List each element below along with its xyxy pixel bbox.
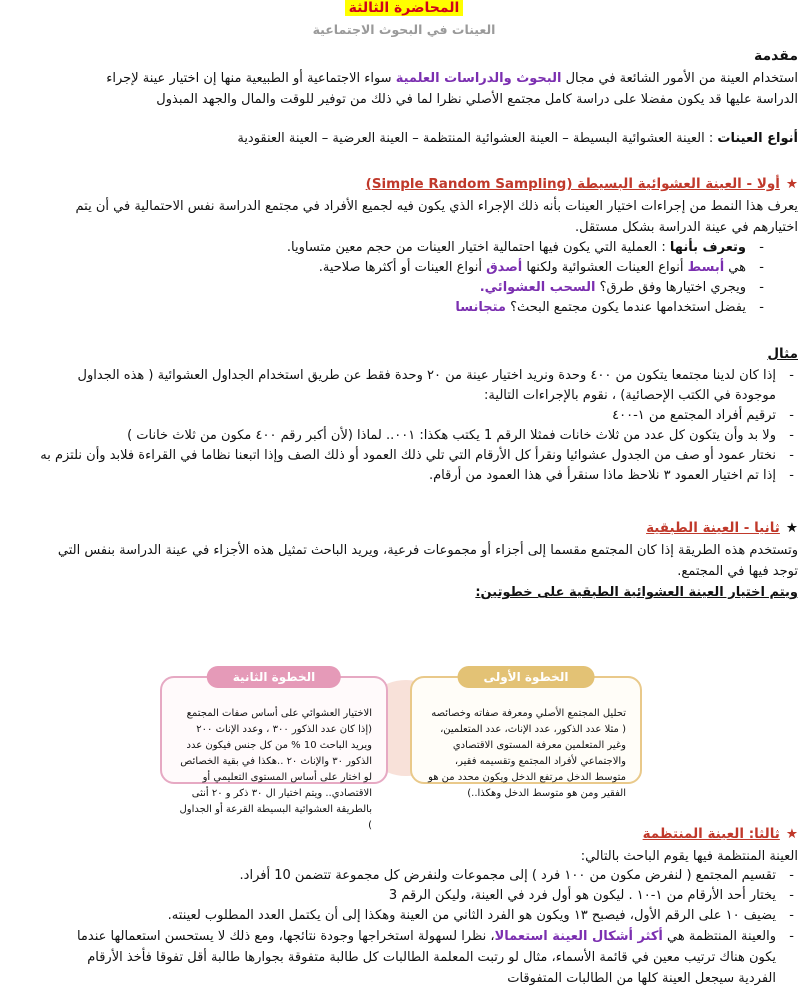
intro-highlight: البحوث والدراسات العلمية xyxy=(395,71,562,86)
intro-text-2: الدراسة عليها قد يكون مفضلا على دراسة كامل مجتمع الأصلي نظرا لما في ذلك من توفير للوقت والمال والجهد المبذول xyxy=(156,92,798,107)
list-item: - إذا تم اختيار العمود ٣ نلاحظ ماذا سنقرأ في هذا العمود من أرقام. xyxy=(6,466,798,486)
types-text: : العينة العشوائية البسيطة – العينة العشوائية المنتظمة – العينة العرضية – العينة العنقودية xyxy=(237,131,718,146)
step-two-title: الخطوة الثانية xyxy=(207,666,341,688)
section2-paragraph xyxy=(8,540,798,603)
page-subtitle: العينات في البحوث الاجتماعية xyxy=(312,22,496,37)
intro-paragraph xyxy=(8,68,798,110)
intro-text-c: سواء الاجتماعية أو الطبيعية منها إن اختيار عينة لإجراء xyxy=(106,71,396,86)
list-item: - نختار عمود أو صف من الجدول عشوائيا ونقرأ كل الأرقام التي تلي ذلك العمود أو ذلك الصف وإذا اتبعنا نظاما في القراءة فلابد وأن نلتزم به xyxy=(6,446,798,466)
lecture-title: المحاضرة الثالثة xyxy=(0,0,808,16)
section1-text-1: يعرف هذا النمط من إجراءات اختيار العينات بأنه ذلك الإجراء الذي يكون فيه لجميع الأفراد في مجتمع الدراسة نفس الاحتمالية في أن يتم xyxy=(75,199,798,214)
step-one-title: الخطوة الأولى xyxy=(458,666,595,688)
list-item: - يضيف ١٠ على الرقم الأول، فيصبح ١٣ ويكون هو الفرد الثاني من العينة وهكذا إلى أن يكتمل العدد المطلوب لعينته. xyxy=(6,906,798,926)
section2-text-2: توجد فيها في المجتمع. xyxy=(677,564,798,579)
types-label: أنواع العينات xyxy=(717,131,798,146)
step-one-text: تحليل المجتمع الأصلي ومعرفة صفاته وخصائصه ( مثلا عدد الذكور، عدد الإناث، عدد المتعلمين، وغير المتعلمين معرفة المستوى الاقتصادي والاجتماعي لأفراد المجتمع وتقسيمه فقير، متوسط الدخل مرتفع الدخل ويكون محدد من هو الفقير ومن هو متوسط الدخل وهكذا..) xyxy=(428,708,626,799)
section3-header xyxy=(8,826,798,842)
section2-steps-heading: ويتم اختيار العينة العشوائية الطبقية على خطوتين: xyxy=(475,585,798,600)
intro-heading: مقدمة xyxy=(754,48,798,64)
section3-list xyxy=(6,866,798,989)
star-icon: ★ xyxy=(785,520,798,536)
types-line xyxy=(8,128,798,149)
list-item: - تقسيم المجتمع ( لنفرض مكون من ١٠٠ فرد ) إلى مجموعات ولنفرض كل مجموعة تتضمن 10 أفراد. xyxy=(6,866,798,886)
star-icon: ★ xyxy=(785,176,798,192)
section1-text-2: اختيارهم في عينة الدراسة بشكل مستقل. xyxy=(575,220,798,235)
list-item: - وتعرف بأنها : العملية التي يكون فيها احتمالية اختيار العينات من حجم معين متساويا. xyxy=(8,238,768,258)
list-item: - ويجري اختيارها وفق طرق؟ السحب العشوائي. xyxy=(8,278,768,298)
list-item: - يفضل استخدامها عندما يكون مجتمع البحث؟ متجانسا xyxy=(8,298,768,318)
list-item: - ترقيم أفراد المجتمع من ١-٤٠٠ xyxy=(6,406,798,426)
section2-header xyxy=(8,520,798,536)
step-one-card xyxy=(410,670,642,799)
section2-title: ثانيا - العينة الطبقية xyxy=(646,520,780,536)
example-heading: مثال xyxy=(767,346,798,362)
section3-title: ثالثا: العينة المنتظمة xyxy=(642,826,780,842)
section1-header xyxy=(8,176,798,192)
section1-title: أولا - العينة العشوائية البسيطة (Simple Random Sampling) xyxy=(365,176,780,192)
section1-paragraph xyxy=(8,196,798,238)
list-item: - والعينة المنتظمة هي أكثر أشكال العينة استعمالا، نظرا لسهولة استخراجها وجودة نتائجها، ومع ذلك لا يستحسن استعمالها عندما يكون هناك ترتيب معين في قائمة الأسماء، مثال لو رتبت المعلمة الطالبات كل طالبة متفوقة بجوارها طالبة أقل تفوقا فأخذ الأرقام الفردية سيجعل العينة كلها من الطالبات المتفوقات xyxy=(6,926,798,989)
list-item: - ولا بد وأن يتكون كل عدد من ثلاث خانات فمثلا الرقم 1 يكتب هكذا: ٠٠١.. لماذا (لأن أكبر رقم ٤٠٠ مكون من ثلاث خانات ) xyxy=(6,426,798,446)
example-list xyxy=(6,366,798,486)
intro-text-a: استخدام العينة من الأمور الشائعة في مجال xyxy=(561,71,798,86)
star-icon: ★ xyxy=(785,826,798,842)
section2-text-1: وتستخدم هذه الطريقة إذا كان المجتمع مقسما إلى أجزاء أو مجموعات فرعية، ويريد الباحث تمثيل هذه الأجزاء في عينة الدراسة بنفس التي xyxy=(57,543,798,558)
step-two-card xyxy=(160,670,388,831)
section1-list xyxy=(8,238,768,318)
list-item: - إذا كان لدينا مجتمعا يتكون من ٤٠٠ وحدة ونريد اختيار عينة من ٢٠ وحدة فقط عن طريق استخدام الجداول العشوائية ( هذه الجداول موجودة في الكتب الإحصائية) ، نقوم بالإجراءات التالية: xyxy=(6,366,798,406)
section3-intro: العينة المنتظمة فيها يقوم الباحث بالتالي: xyxy=(580,849,798,864)
step-two-text: الاختيار العشوائي على أساس صفات المجتمع (إذا كان عدد الذكور ٣٠٠ ، وعدد الإناث ٢٠٠ ويريد الباحث 10 % من كل جنس فيكون عدد الذكور ٣٠ والإناث ٢٠ ..هكذا في بقية الخصائص لو اختار على أساس المستوى التعليمي أو الاقتصادي.. ويتم اختيار ال ٣٠ ذكر و ٢٠ أنثى بالطريقة العشوائية البسيطة القرعة أو الجداول ) xyxy=(179,708,372,831)
list-item: - هي أبسط أنواع العينات العشوائية ولكنها أصدق أنواع العينات أو أكثرها صلاحية. xyxy=(8,258,768,278)
list-item: - يختار أحد الأرقام من ١-١٠ . ليكون هو أول فرد في العينة، وليكن الرقم 3 xyxy=(6,886,798,906)
